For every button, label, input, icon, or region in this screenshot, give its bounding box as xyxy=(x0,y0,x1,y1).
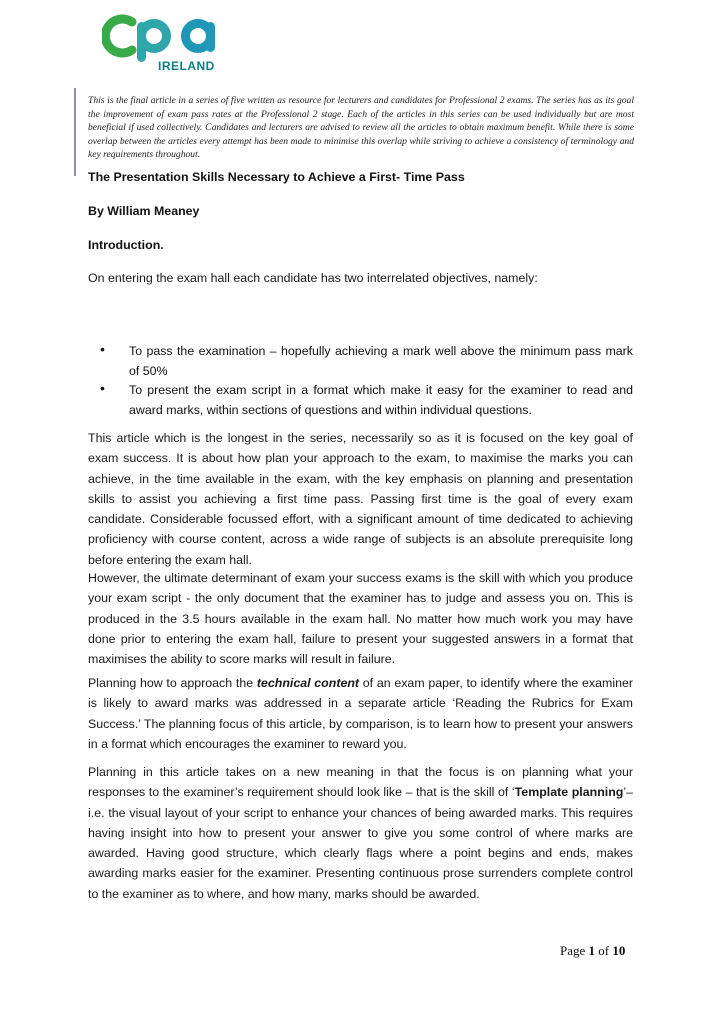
bullet-icon: • xyxy=(100,341,105,357)
objectives-list xyxy=(100,342,633,420)
objectives-lead: On entering the exam hall each candidate has two interrelated objectives, namely: xyxy=(88,271,538,285)
paragraph xyxy=(88,673,633,754)
series-note: This is the final article in a series of five written as resource for lecturers and candidates for Professional 2 exams. The series has as its goal the improvement of exam pass rates at the Professional 2 stage. Each of the articles in this series can be used individually but are most beneficial if used collectively. Candidates and lecturers are advised to review all the articles to obtain maximum benefit. While there is some overlap between the articles every attempt has been made to minimise this overlap while striving to achieve a consistency of terminology and key requirements throughout. xyxy=(88,95,634,161)
logo-subtitle: IRELAND xyxy=(158,59,215,73)
paragraph-text: of an exam paper, to identify where the examiner is likely to award marks was addressed in a separate article ‘Reading the Rubrics for Exam Success.’ The planning focus of this article, by comparison, is to learn how to present your answers in a format which encourages the examiner to reward you. xyxy=(88,676,633,751)
paragraph-text: ’– i.e. the visual layout of your script to enhance your chances of being awarded marks. This requires having insight into how to present your answer to give you some control of where marks are awarded. Having good structure, which clearly flags where a point begins and ends, makes awarding marks easier for the examiner. Presenting continuous prose surrenders complete control to the examiner as to where, and how many, marks should be awarded. xyxy=(88,785,634,901)
article-title: The Presentation Skills Necessary to Achieve a First- Time Pass xyxy=(88,170,465,184)
list-item xyxy=(100,381,633,420)
list-item-text: To present the exam script in a format which make it easy for the examiner to read and award marks, within sections of questions and within individual questions. xyxy=(129,383,633,417)
total-pages: 10 xyxy=(612,943,626,958)
paragraph-text: Planning in this article takes on a new meaning in that the focus is on planning what your responses to the examiner’s requirement should look like – that is the skill of ‘ xyxy=(88,765,633,800)
page-number xyxy=(560,943,625,959)
paragraph-text: Planning how to approach the xyxy=(88,676,257,690)
margin-rule xyxy=(74,88,76,176)
paragraph xyxy=(88,762,633,904)
paragraph: However, the ultimate determinant of exam your success exams is the skill with which you produce your exam script - the only document that the examiner has to judge and assess you on. This is produced in the 3.5 hours available in the exam hall. No matter how much work you may have done prior to entering the exam hall, failure to present your suggested answers in a format that maximises the ability to score marks will result in failure. xyxy=(88,571,633,667)
emphasis-text: technical content xyxy=(256,676,360,690)
page-label: Page xyxy=(560,943,586,958)
current-page: 1 xyxy=(588,943,596,958)
list-item-text: To pass the examination – hopefully achieving a mark well above the minimum pass mark of 50% xyxy=(129,344,633,378)
bullet-icon: • xyxy=(100,380,105,396)
paragraph: This article which is the longest in the series, necessarily so as it is focused on the key goal of exam success. It is about how plan your approach to the exam, to maximise the marks you can achieve, in the time available in the exam, with the key emphasis on planning and presentation skills to assist you achieving a first time pass. Passing first time is the goal of every exam candidate. Considerable focussed effort, with a significant amount of time dedicated to achieving proficiency with course content, across a wide range of subjects is an absolute prerequisite long before entering the exam hall. xyxy=(88,431,633,567)
byline: By William Meaney xyxy=(88,204,200,218)
section-heading: Introduction. xyxy=(88,238,164,252)
of-label: of xyxy=(598,943,610,958)
emphasis-text: Template planning xyxy=(514,785,624,800)
list-item xyxy=(100,342,633,381)
cpa-ireland-logo xyxy=(102,10,232,80)
